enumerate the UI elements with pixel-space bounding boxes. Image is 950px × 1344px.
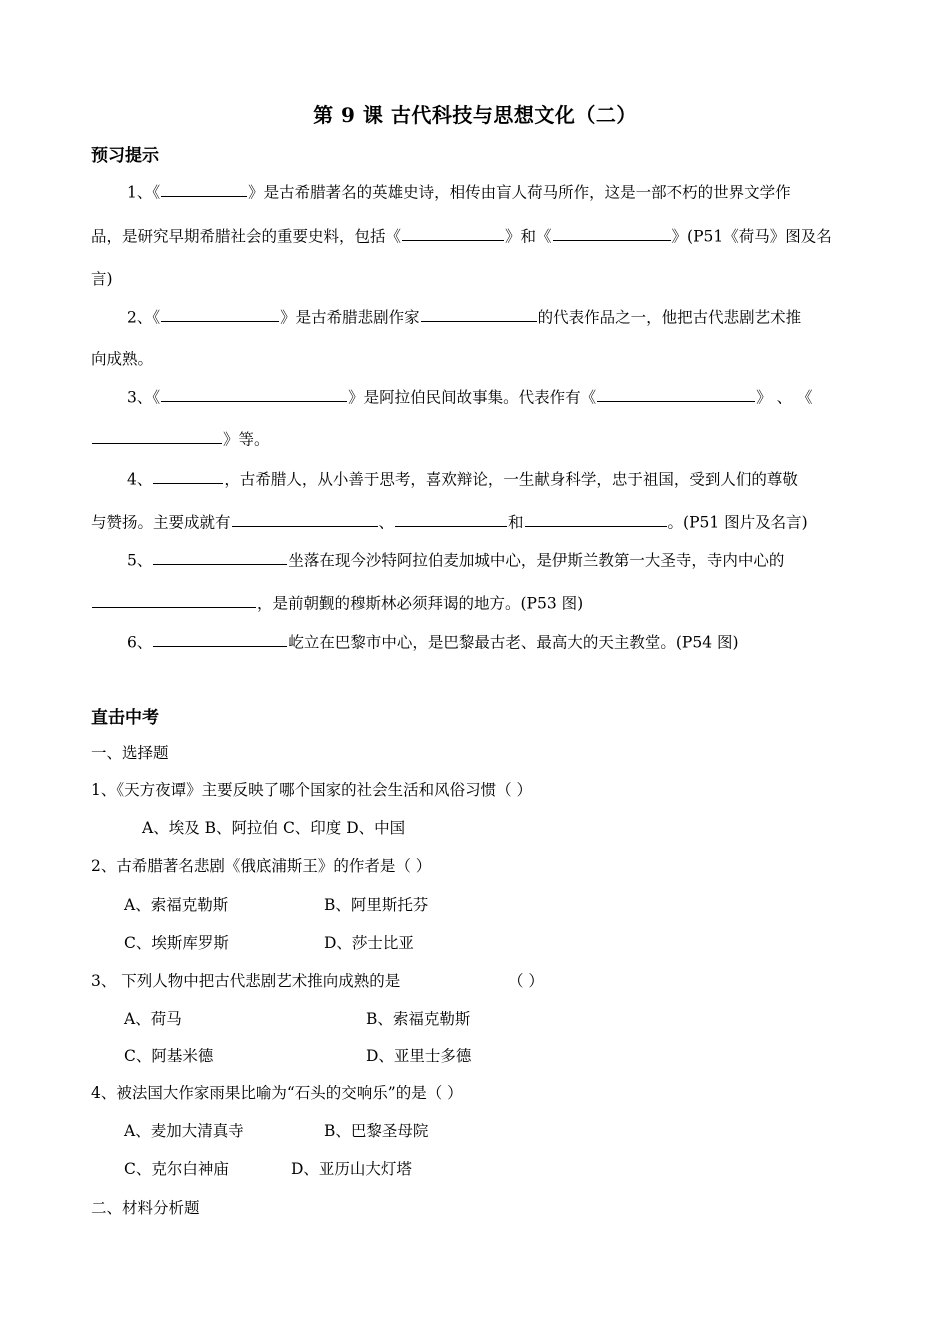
mc-option-c: C、阿基米德: [124, 1047, 214, 1065]
blank[interactable]: [395, 510, 507, 527]
preview-question-2-cont: 向成熟。: [91, 350, 154, 368]
preview-question-5: 5、 坐落在现今沙特阿拉伯麦加城中心，是伊斯兰教第一大圣寺，寺内中心的: [127, 548, 784, 570]
mc-question-4: 4、被法国大作家雨果比喻为“石头的交响乐”的是（ ）: [91, 1084, 463, 1102]
mc-option-a: A、荷马: [124, 1010, 182, 1028]
mc-option-a: A、麦加大清真寺: [124, 1122, 244, 1140]
mc-question-1: 1、《天方夜谭》主要反映了哪个国家的社会生活和风俗习惯（ ）: [91, 781, 533, 799]
preview-question-4-cont: 与赞扬。主要成就有 、 和 。(P51 图片及名言): [91, 510, 808, 532]
answer-parentheses: （ ）: [508, 972, 544, 990]
preview-question-4: 4、 ，古希腊人，从小善于思考，喜欢辩论，一生献身科学，忠于祖国，受到人们的尊敬: [127, 467, 798, 489]
blank[interactable]: [597, 385, 755, 402]
blank[interactable]: [525, 510, 667, 527]
blank[interactable]: [92, 427, 222, 444]
mc-question-2: 2、古希腊著名悲剧《俄底浦斯王》的作者是（ ）: [91, 857, 432, 875]
mc-option-d: D、亚历山大灯塔: [291, 1160, 412, 1178]
preview-question-5-cont: ，是前朝觐的穆斯林必须拜谒的地方。(P53 图): [91, 591, 583, 613]
blank[interactable]: [153, 630, 287, 647]
mc-option-c: C、埃斯库罗斯: [124, 934, 229, 952]
blank[interactable]: [421, 305, 537, 322]
blank[interactable]: [161, 305, 279, 322]
mc-option-d: D、亚里士多德: [366, 1047, 472, 1065]
preview-question-1-cont: 品，是研究早期希腊社会的重要史料，包括《 》和《 》(P51《荷马》图及名: [91, 224, 832, 246]
mc-question-1-options: A、埃及 B、阿拉伯 C、印度 D、中国: [142, 819, 406, 837]
blank[interactable]: [232, 510, 378, 527]
blank[interactable]: [402, 224, 504, 241]
preview-question-6: 6、 屹立在巴黎市中心，是巴黎最古老、最高大的天主教堂。(P54 图): [127, 630, 739, 652]
preview-question-1-cont2: 言): [91, 270, 113, 288]
mc-question-3: 3、 下列人物中把古代悲剧艺术推向成熟的是: [91, 972, 401, 990]
preview-question-2: 2、《 》是古希腊悲剧作家 的代表作品之一，他把古代悲剧艺术推: [127, 305, 801, 327]
blank[interactable]: [92, 591, 256, 608]
blank[interactable]: [553, 224, 671, 241]
blank[interactable]: [153, 548, 287, 565]
section-material-analysis: 二、材料分析题: [91, 1199, 200, 1217]
preview-question-3: 3、《 》是阿拉伯民间故事集。代表作有《 》 、 《: [127, 385, 813, 407]
mc-option-a: A、索福克勒斯: [124, 896, 229, 914]
page-title: 第 9 课 古代科技与思想文化（二）: [313, 103, 637, 127]
blank[interactable]: [161, 180, 247, 197]
blank[interactable]: [153, 467, 223, 484]
section-heading-preview: 预习提示: [91, 146, 159, 166]
mc-option-b: B、巴黎圣母院: [324, 1122, 429, 1140]
mc-option-b: B、阿里斯托芬: [324, 896, 429, 914]
section-heading-exam: 直击中考: [91, 708, 159, 728]
mc-option-d: D、莎士比亚: [324, 934, 414, 952]
section-multiple-choice: 一、选择题: [91, 744, 169, 762]
mc-option-c: C、克尔白神庙: [124, 1160, 229, 1178]
preview-question-3-cont: 》等。: [91, 427, 270, 449]
blank[interactable]: [161, 385, 347, 402]
preview-question-1: 1、《 》是古希腊著名的英雄史诗，相传由盲人荷马所作，这是一部不朽的世界文学作: [127, 180, 791, 202]
mc-option-b: B、索福克勒斯: [366, 1010, 471, 1028]
